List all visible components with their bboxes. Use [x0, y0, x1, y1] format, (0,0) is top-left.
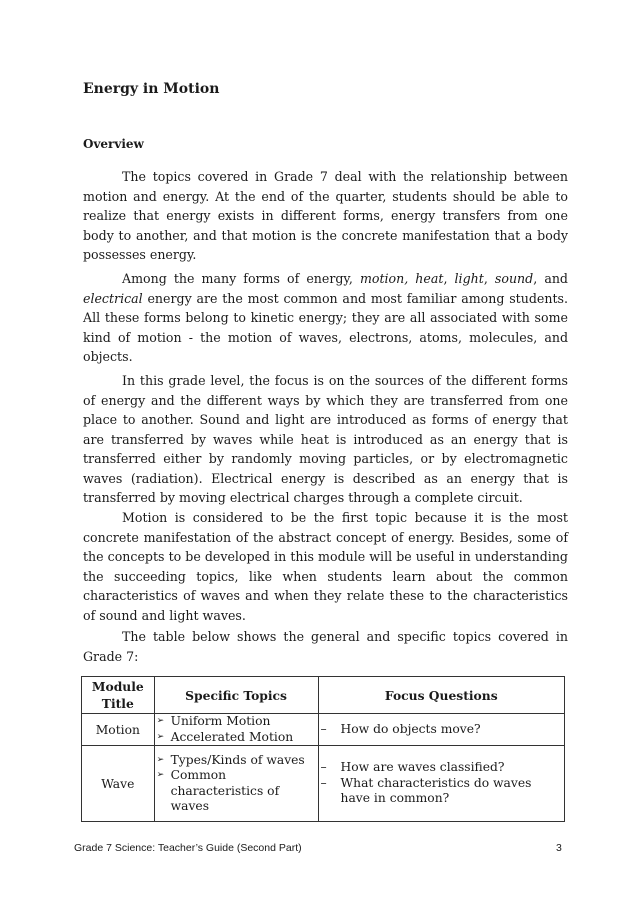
topics-list — [155, 714, 318, 745]
topics-cell — [154, 746, 318, 822]
topics-table — [81, 676, 565, 822]
module-cell: Wave — [82, 746, 155, 822]
arrow-bullet-icon: ➢ — [156, 754, 165, 765]
arrow-bullet-icon: ➢ — [156, 770, 165, 780]
list-item — [155, 768, 318, 815]
header-specific-topics: Specific Topics — [154, 677, 318, 714]
paragraph-5: The table below shows the general and specific topics covered in Grade 7: — [83, 629, 568, 664]
paragraph-2-text: energy are the most common and most familiar among students. All these forms belong to kinetic energy; they are all associated with some kind of motion - the motion of waves, electrons, atoms, molecules, and objects. — [83, 290, 568, 364]
list-item — [319, 760, 564, 776]
paragraph-2-text: , — [443, 271, 455, 286]
paragraph-1: The topics covered in Grade 7 deal with the relationship between motion and energy. At the end of the quarter, students should be able to realize that energy exists in different forms, energy transfers from one body to another, and that motion is the concrete manifestation that a body possesses energy. — [83, 169, 568, 262]
table-header-row — [82, 677, 565, 714]
module-cell: Motion — [82, 714, 155, 746]
questions-list — [319, 760, 564, 807]
topics-cell — [154, 714, 318, 746]
topic-text: Uniform Motion — [170, 714, 271, 728]
paragraph-2-text: Among the many forms of energy, — [122, 271, 360, 286]
list-item — [155, 753, 318, 769]
arrow-bullet-icon: ➢ — [156, 731, 165, 742]
dash-bullet-icon: – — [320, 721, 327, 736]
paragraph-4: Motion is considered to be the first topic because it is the most concrete manifestation of the abstract concept of energy. Besides, some of the concepts to be developed in this module will be useful in understanding the succeeding topics, like when students learn about the common characteristics of waves and when they relate these to the characteristics of sound and light waves. — [83, 510, 568, 623]
term-electrical: electrical — [83, 290, 143, 306]
term-sound: sound — [494, 271, 534, 286]
header-module-title: Module Title — [82, 677, 155, 714]
topic-text: Common characteristics of waves — [170, 768, 280, 813]
term-light: light — [454, 271, 484, 286]
questions-cell — [318, 714, 564, 746]
dash-bullet-icon: – — [320, 775, 327, 790]
arrow-bullet-icon: ➢ — [156, 716, 165, 726]
table-row — [82, 714, 565, 746]
page-title: Energy in Motion — [83, 81, 220, 97]
questions-cell — [318, 746, 564, 822]
list-item — [319, 722, 564, 738]
list-item — [155, 730, 318, 746]
paragraph-2-text: , and — [533, 271, 568, 286]
paragraph-2-text: , — [483, 271, 495, 286]
topic-text: Accelerated Motion — [170, 729, 294, 744]
dash-bullet-icon: – — [320, 760, 327, 775]
list-item — [155, 714, 318, 730]
question-text: How do objects move? — [340, 721, 481, 736]
page-number: 3 — [556, 842, 562, 854]
question-text: How are waves classified? — [340, 760, 505, 775]
paragraph-3: In this grade level, the focus is on the sources of the different forms of energy and the different ways by which they are transferred from one place to another. Sound and light are introduced as forms of energy that are transferred by waves while heat is introduced as an energy that is transferred either by randomly moving particles, or by electromagnetic waves (radiation). Electrical energy is described as an energy that is transferred by moving electrical charges through a complete circuit. — [83, 373, 568, 505]
questions-list — [319, 722, 564, 738]
header-focus-questions: Focus Questions — [318, 677, 564, 714]
term-motion-heat: motion, heat — [359, 271, 444, 286]
section-heading-overview: Overview — [83, 137, 144, 151]
paragraph-2 — [83, 269, 568, 367]
table-row — [82, 746, 565, 822]
topic-text: Types/Kinds of waves — [170, 752, 305, 767]
list-item — [319, 776, 564, 807]
footer-text: Grade 7 Science: Teacher’s Guide (Second Part) — [74, 842, 302, 854]
topics-list — [155, 753, 318, 815]
question-text: What characteristics do waves have in common? — [340, 775, 532, 806]
